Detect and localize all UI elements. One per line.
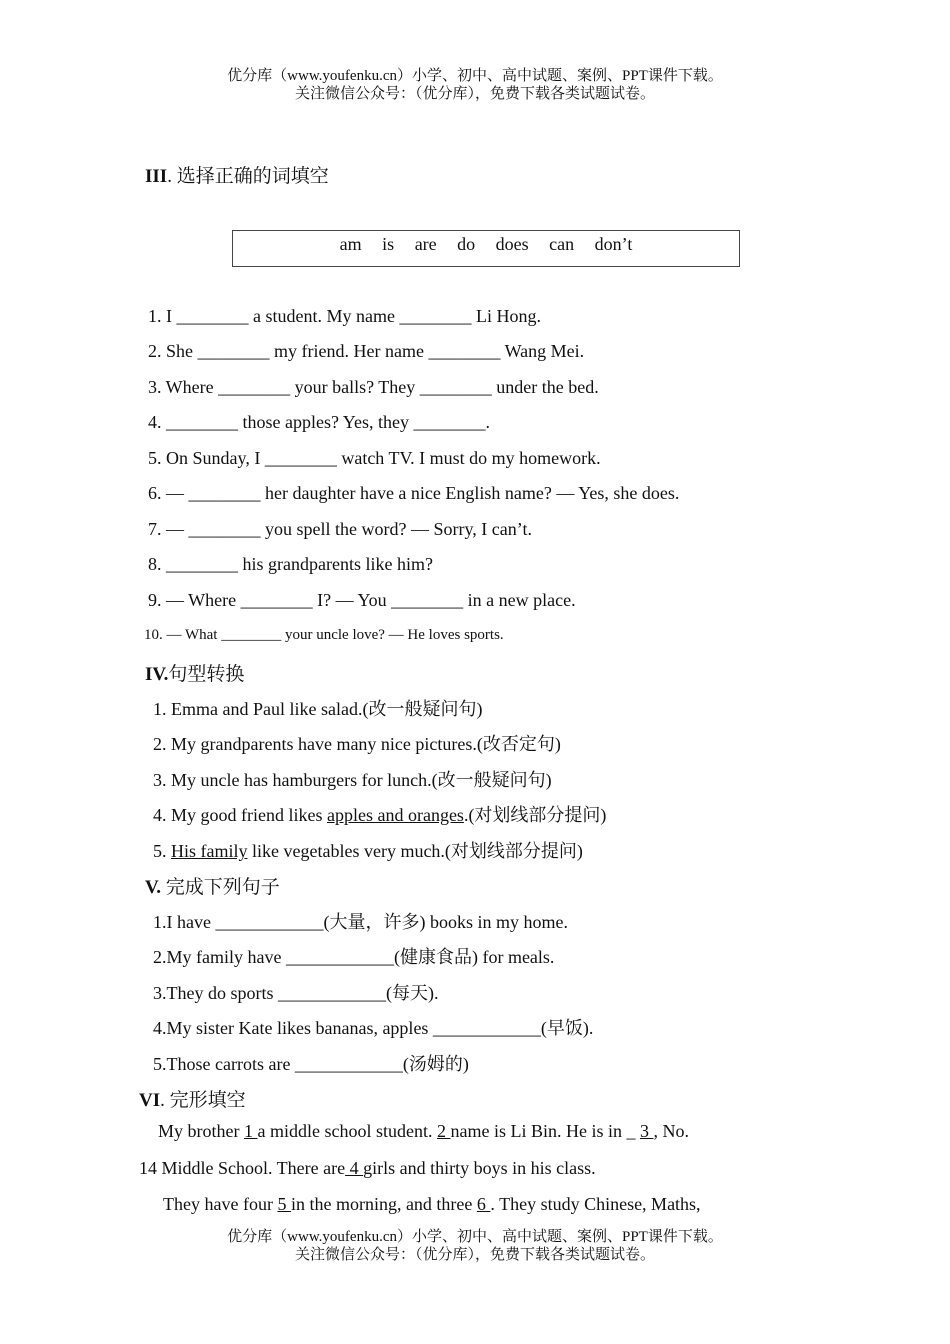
transform-text: .(对划线部分提问) — [463, 805, 607, 825]
section-5-heading — [145, 872, 280, 899]
section-3-number: III — [145, 166, 168, 187]
cloze-text: . They study Chinese, Maths, — [490, 1194, 701, 1214]
transform-text: 4. My good friend likes — [153, 805, 327, 825]
cloze-blank-4: 4 — [345, 1158, 364, 1178]
cloze-blank-1: 1 — [243, 1121, 258, 1141]
question-item: 9. — Where ________ I? — You ________ in a new place. — [148, 590, 576, 610]
complete-item: 2.My family have ____________(健康食品) for meals. — [153, 947, 555, 967]
footer-line-2: 关注微信公众号：（优分库），免费下载各类试题试卷。 — [294, 1247, 655, 1263]
word-bank-word: does — [495, 234, 529, 254]
cloze-text: , No. — [653, 1121, 689, 1141]
question-item: 8. ________ his grandparents like him? — [148, 554, 433, 574]
transform-item — [153, 730, 561, 756]
section-6-heading — [139, 1085, 246, 1112]
cloze-text: My brother — [158, 1121, 244, 1141]
transform-text: 5. — [153, 841, 171, 861]
section-4-title: 句型转换 — [168, 664, 245, 685]
word-bank-word: are — [414, 234, 437, 254]
question-item: 7. — ________ you spell the word? — Sorry, I can’t. — [148, 519, 532, 539]
cloze-line-2 — [139, 1158, 596, 1179]
transform-text: 1. Emma and Paul like salad.(改一般疑问句) — [153, 699, 483, 719]
complete-item: 3.They do sports ____________(每天). — [153, 983, 439, 1003]
section-4-heading — [145, 659, 244, 686]
cloze-text: in the morning, and three — [290, 1194, 477, 1214]
question-item: 2. She ________ my friend. Her name ________ Wang Mei. — [148, 341, 585, 361]
cloze-blank-5: 5 — [277, 1194, 291, 1214]
transform-item — [153, 801, 606, 827]
section-6-title: . 完形填空 — [160, 1090, 246, 1111]
section-3-title: . 选择正确的词填空 — [167, 166, 329, 187]
transform-item — [153, 766, 552, 792]
page-header — [0, 67, 950, 103]
section-4-number: IV. — [145, 664, 169, 685]
transform-text: 3. My uncle has hamburgers for lunch.(改一般疑问句) — [153, 770, 552, 790]
word-bank-word: is — [382, 234, 395, 254]
complete-item: 1.I have ____________(大量，许多) books in my home. — [153, 912, 568, 932]
underlined-phrase: His family — [171, 841, 248, 861]
transform-text: 2. My grandparents have many nice pictures.(改否定句) — [153, 734, 561, 754]
complete-item: 4.My sister Kate likes bananas, apples ____________(早饭). — [153, 1018, 594, 1038]
header-line-1: 优分库（www.youfenku.cn）小学、初中、高中试题、案例、PPT课件下载。 — [227, 68, 723, 84]
footer-line-1: 优分库（www.youfenku.cn）小学、初中、高中试题、案例、PPT课件下载。 — [227, 1229, 723, 1245]
cloze-text: They have four — [163, 1194, 278, 1214]
question-item: 4. ________ those apples? Yes, they ________. — [148, 412, 490, 432]
cloze-blank-6: 6 — [476, 1194, 491, 1214]
cloze-text: a middle school student. — [257, 1121, 437, 1141]
cloze-text: girls and thirty boys in his class. — [363, 1158, 596, 1178]
word-bank-word: am — [339, 234, 362, 254]
word-bank-word: do — [457, 234, 476, 254]
question-item: 6. — ________ her daughter have a nice English name? — Yes, she does. — [148, 483, 680, 503]
cloze-text: name is Li Bin. He is in _ — [450, 1121, 640, 1141]
word-bank-word: don’t — [594, 234, 633, 254]
underlined-phrase: apples and oranges — [326, 805, 464, 825]
question-item: 5. On Sunday, I ________ watch TV. I must do my homework. — [148, 448, 601, 468]
header-line-2: 关注微信公众号：（优分库），免费下载各类试题试卷。 — [294, 86, 655, 102]
transform-item — [153, 695, 482, 721]
question-item: 1. I ________ a student. My name ________ Li Hong. — [148, 306, 541, 326]
transform-text: like vegetables very much.(对划线部分提问) — [247, 841, 583, 861]
section-3-heading — [145, 161, 329, 188]
complete-item: 5.Those carrots are ____________(汤姆的) — [153, 1054, 469, 1074]
cloze-line-3 — [163, 1194, 701, 1215]
page-footer — [0, 1228, 950, 1264]
question-item: 3. Where ________ your balls? They ________ under the bed. — [148, 377, 599, 397]
section-5-title: 完成下列句子 — [161, 877, 280, 898]
cloze-blank-2: 2 — [436, 1121, 451, 1141]
word-bank-box — [232, 230, 740, 267]
question-item: 10. — What ________ your uncle love? — He loves sports. — [144, 627, 504, 643]
cloze-blank-3: 3 — [639, 1121, 654, 1141]
cloze-line-1 — [158, 1121, 689, 1142]
cloze-text: 14 Middle School. There are — [139, 1158, 346, 1178]
section-5-number: V. — [145, 877, 162, 898]
word-bank-word: can — [549, 234, 575, 254]
transform-item — [153, 837, 583, 863]
section-6-number: VI — [139, 1090, 161, 1111]
